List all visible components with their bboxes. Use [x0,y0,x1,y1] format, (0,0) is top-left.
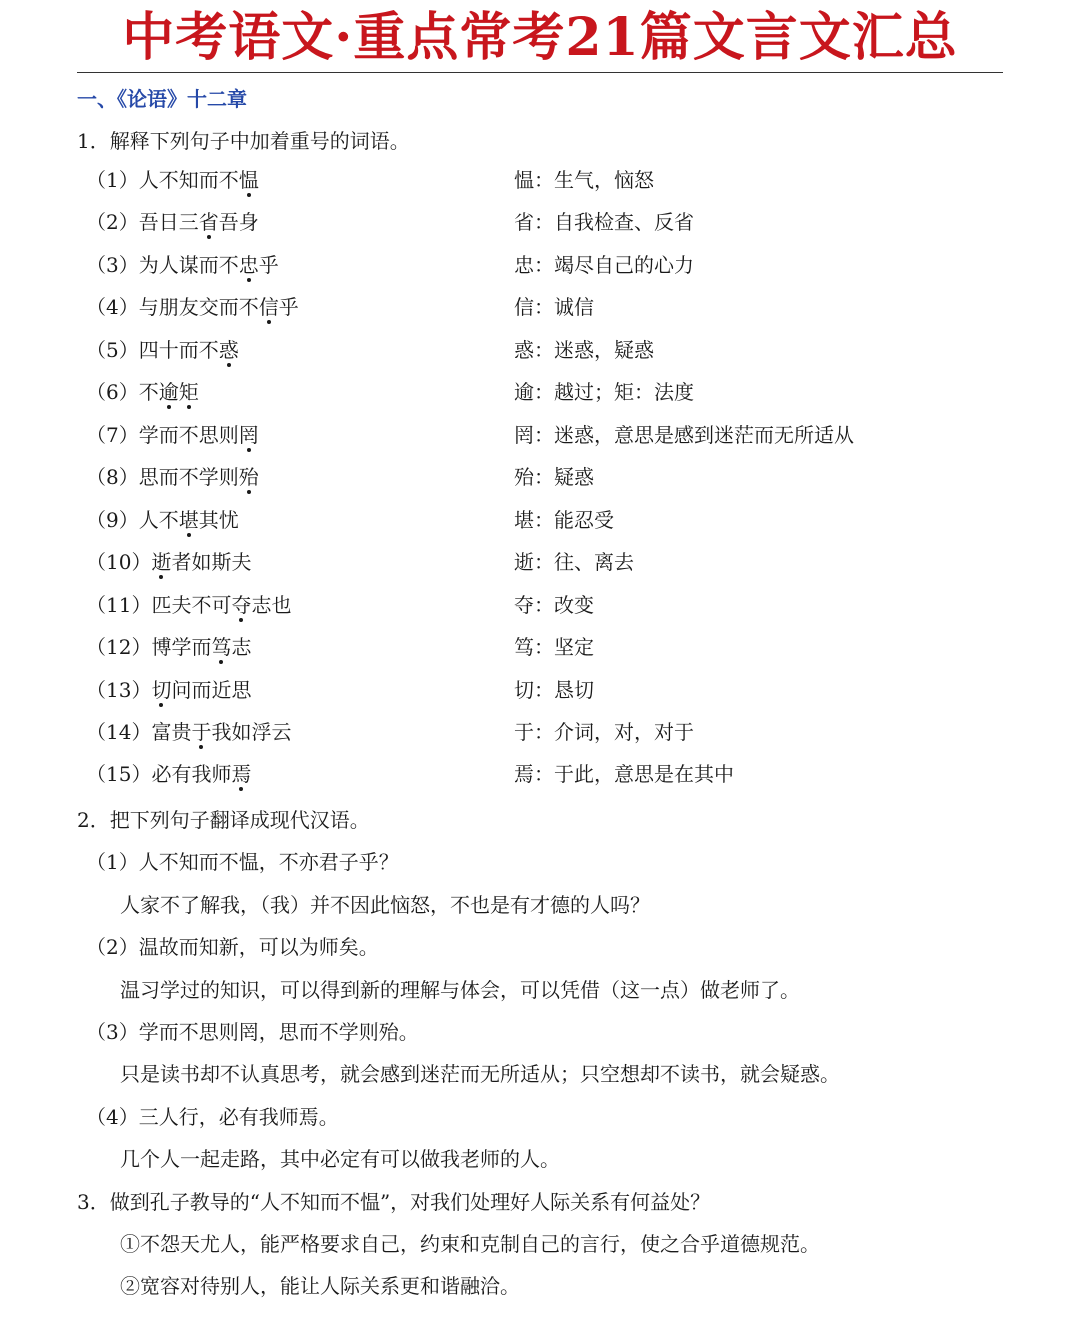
vocab-sentence [86,250,279,280]
sentence-pre: 四十而不 [138,338,219,362]
emphasized-word: 于 [191,717,211,747]
sentence-post: 乎 [258,253,279,277]
emphasis-dot [159,703,163,707]
translation-sentence: （2）温故而知新，可以为师矣。 [86,935,379,959]
vocab-item [0,547,1080,577]
emphasized-word: 堪 [179,505,199,535]
item-number: （4） [86,295,139,319]
emphasized-word: 惑 [219,335,239,365]
vocab-definition: 忠：竭尽自己的心力 [514,253,694,277]
emphasis-dot [167,405,171,409]
vocab-item [0,505,1080,535]
item-number: （8） [86,465,139,489]
emphasis-dot [207,235,211,239]
sentence-pre: 博学而 [151,635,212,659]
vocab-definition: 逝：往、离去 [514,550,634,574]
sentence-pre: 人不 [138,508,179,532]
section-heading: 一、《论语》十二章 [77,87,247,111]
vocab-sentence [86,717,291,747]
translation-answer: 温习学过的知识，可以得到新的理解与体会，可以凭借（这一点）做老师了。 [120,978,800,1002]
emphasis-dot [239,787,243,791]
sentence-pre: 匹夫不可 [151,593,232,617]
sentence-pre: 吾日三 [138,210,199,234]
vocab-sentence [86,632,251,662]
emphasis-dot [159,575,163,579]
item-number: （10） [86,550,152,574]
answer-point: ①不怨天尤人，能严格要求自己，约束和克制自己的言行，使之合乎道德规范。 [120,1232,820,1256]
emphasized-word: 逾矩 [159,377,199,407]
sentence-pre: 人不知而不 [138,168,239,192]
sentence-post: 志 [231,635,252,659]
vocab-sentence [86,420,259,450]
translation-sentence: （4）三人行，必有我师焉。 [86,1105,339,1129]
vocab-definition: 省：自我检查、反省 [514,210,694,234]
translation-answer: 几个人一起走路，其中必定有可以做我老师的人。 [120,1147,560,1171]
sentence-post: 问而近思 [171,678,252,702]
vocab-item [0,590,1080,620]
emphasized-word: 焉 [231,759,251,789]
vocab-definition: 于：介词，对，对于 [514,720,694,744]
vocab-definition: 夺：改变 [514,593,594,617]
item-number: （9） [86,508,139,532]
emphasis-dot [187,533,191,537]
item-number: （1） [86,168,139,192]
vocab-sentence [86,505,239,535]
emphasis-dot [247,490,251,494]
item-number: （14） [86,720,152,744]
vocab-item [0,462,1080,492]
item-number: （6） [86,380,139,404]
item-number: （15） [86,762,152,786]
vocab-definition: 罔：迷惑，意思是感到迷茫而无所适从 [514,423,854,447]
vocab-sentence [86,462,259,492]
vocab-item [0,335,1080,365]
vocab-sentence [86,377,199,407]
sentence-post: 乎 [278,295,299,319]
vocab-definition: 惑：迷惑，疑惑 [514,338,654,362]
sentence-pre: 思而不学则 [138,465,239,489]
vocab-definition: 焉：于此，意思是在其中 [514,762,734,786]
vocab-item [0,420,1080,450]
vocab-item [0,250,1080,280]
emphasis-dot [187,405,191,409]
vocab-definition: 堪：能忍受 [514,508,614,532]
sentence-post: 我如浮云 [211,720,292,744]
emphasized-word: 信 [259,292,279,322]
vocab-item [0,292,1080,322]
emphasized-word: 殆 [239,462,259,492]
answer-point: ②宽容对待别人，能让人际关系更和谐融洽。 [120,1274,520,1298]
emphasized-word: 切 [151,675,171,705]
emphasized-word: 笃 [211,632,231,662]
sentence-pre: 不 [138,380,159,404]
vocab-sentence [86,759,251,789]
item-number: （11） [86,593,152,617]
vocab-definition: 笃：坚定 [514,635,594,659]
vocab-sentence [86,207,259,237]
emphasis-dot [239,618,243,622]
translation-sentence: （1）人不知而不愠，不亦君子乎？ [86,850,399,874]
sentence-pre: 必有我师 [151,762,232,786]
vocab-item [0,377,1080,407]
emphasized-word: 逝 [151,547,171,577]
vocab-item [0,675,1080,705]
emphasized-word: 夺 [231,590,251,620]
item-number: （12） [86,635,152,659]
vocab-definition: 愠：生气，恼怒 [514,168,654,192]
vocab-definition: 逾：越过；矩：法度 [514,380,694,404]
question-3-prompt: 3．做到孔子教导的“人不知而不愠”，对我们处理好人际关系有何益处？ [77,1190,711,1214]
vocab-sentence [86,590,291,620]
sentence-post: 者如斯夫 [171,550,252,574]
emphasis-dot [247,278,251,282]
sentence-post: 其忧 [198,508,239,532]
sentence-post: 吾身 [218,210,259,234]
translation-answer: 只是读书却不认真思考，就会感到迷茫而无所适从；只空想却不读书，就会疑惑。 [120,1062,840,1086]
vocab-item [0,207,1080,237]
item-number: （3） [86,253,139,277]
vocab-sentence [86,165,259,195]
vocab-item [0,759,1080,789]
emphasis-dot [199,745,203,749]
emphasized-word: 愠 [239,165,259,195]
sentence-post: 志也 [251,593,292,617]
vocab-definition: 信：诚信 [514,295,594,319]
emphasized-word: 省 [199,207,219,237]
vocab-item [0,717,1080,747]
vocab-item [0,165,1080,195]
translation-answer: 人家不了解我，（我）并不因此恼怒，不也是有才德的人吗？ [120,893,650,917]
sentence-pre: 学而不思则 [138,423,239,447]
vocab-sentence [86,335,239,365]
vocab-definition: 殆：疑惑 [514,465,594,489]
item-number: （5） [86,338,139,362]
translation-sentence: （3）学而不思则罔，思而不学则殆。 [86,1020,419,1044]
emphasis-dot [247,193,251,197]
title-divider [77,72,1003,73]
item-number: （2） [86,210,139,234]
emphasized-word: 忠 [239,250,259,280]
sentence-pre: 富贵 [151,720,192,744]
item-number: （13） [86,678,152,702]
emphasis-dot [247,448,251,452]
question-1-prompt: 1．解释下列句子中加着重号的词语。 [77,129,410,153]
vocab-item [0,632,1080,662]
question-2-prompt: 2．把下列句子翻译成现代汉语。 [77,808,370,832]
vocab-sentence [86,292,299,322]
sentence-pre: 与朋友交而不 [138,295,259,319]
emphasis-dot [219,660,223,664]
document-title: 中考语文·重点常考21篇文言文汇总 [122,7,958,68]
vocab-sentence [86,547,251,577]
emphasis-dot [227,363,231,367]
vocab-definition: 切：恳切 [514,678,594,702]
emphasis-dot [267,320,271,324]
emphasized-word: 罔 [239,420,259,450]
vocab-sentence [86,675,251,705]
sentence-pre: 为人谋而不 [138,253,239,277]
item-number: （7） [86,423,139,447]
